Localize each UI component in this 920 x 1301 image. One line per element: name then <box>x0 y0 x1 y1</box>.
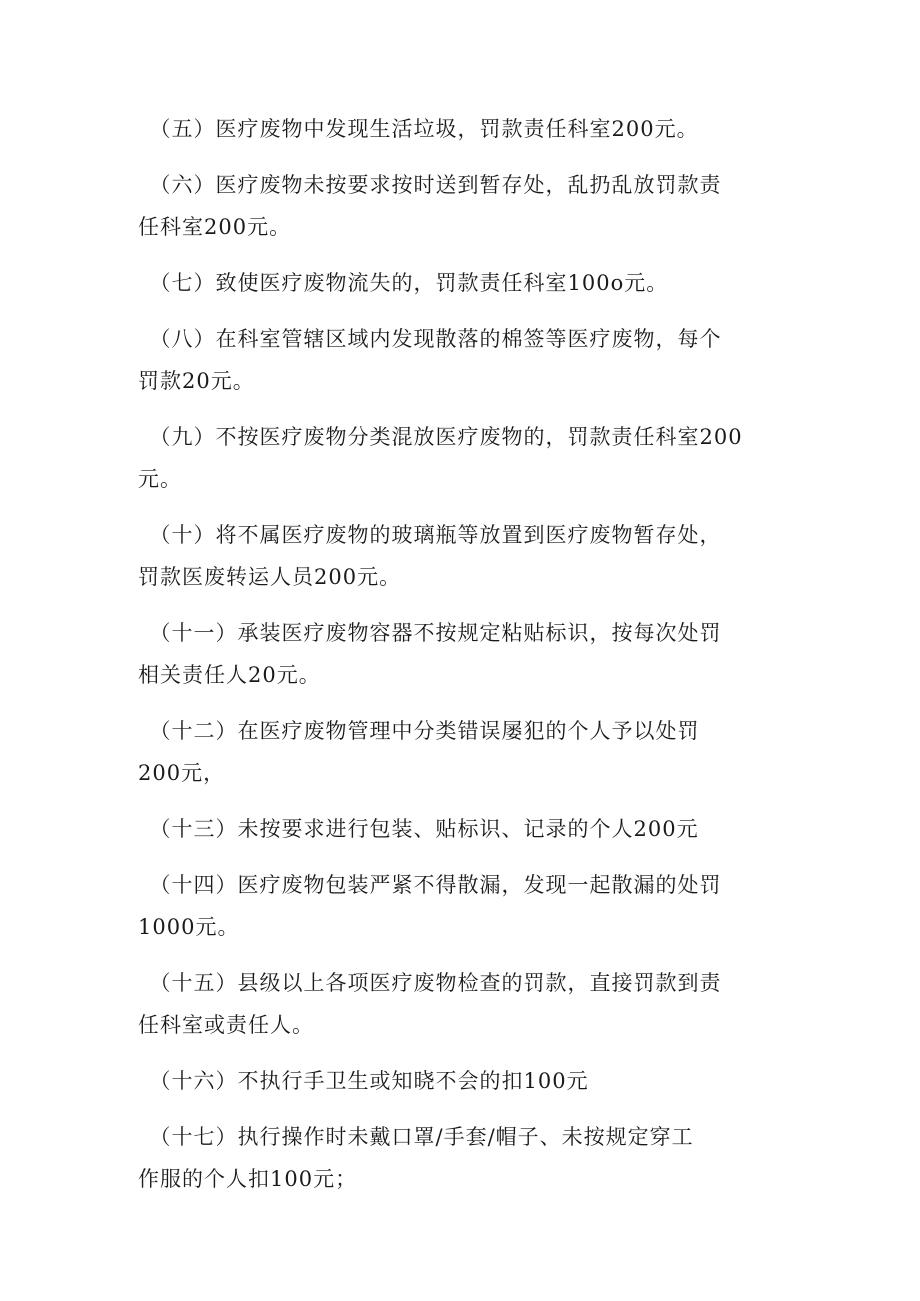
paragraph-line: （六）医疗废物未按要求按时送到暂存处，乱扔乱放罚款责 <box>138 173 722 197</box>
paragraph-item-7 <box>138 262 788 304</box>
paragraph-line: （八）在科室管辖区域内发现散落的棉签等医疗废物，每个 <box>138 327 722 351</box>
paragraph-item-12 <box>138 710 788 794</box>
paragraph-item-16 <box>138 1060 788 1102</box>
paragraph-item-10 <box>138 514 788 598</box>
paragraph-line: （十六）不执行手卫生或知晓不会的扣100元 <box>138 1069 589 1093</box>
paragraph-item-6 <box>138 164 788 248</box>
paragraph-item-9 <box>138 416 788 500</box>
paragraph-line: （七）致使医疗废物流失的，罚款责任科室100o元。 <box>138 271 669 295</box>
paragraph-line: 1000元。 <box>138 915 240 939</box>
paragraph-item-13 <box>138 808 788 850</box>
paragraph-item-17 <box>138 1116 788 1200</box>
paragraph-item-15 <box>138 962 788 1046</box>
paragraph-line: （九）不按医疗废物分类混放医疗废物的，罚款责任科室200 <box>138 425 743 449</box>
paragraph-item-5 <box>138 108 788 150</box>
paragraph-line: 元。 <box>138 467 182 491</box>
paragraph-item-11 <box>138 612 788 696</box>
paragraph-line: 罚款医废转运人员200元。 <box>138 565 402 589</box>
paragraph-line: 相关责任人20元。 <box>138 663 321 687</box>
paragraph-line: （十）将不属医疗废物的玻璃瓶等放置到医疗废物暂存处， <box>138 523 722 547</box>
paragraph-line: 罚款20元。 <box>138 369 255 393</box>
document-body <box>138 108 788 1200</box>
paragraph-line: （十四）医疗废物包装严紧不得散漏，发现一起散漏的处罚 <box>138 873 722 897</box>
paragraph-line: 任科室200元。 <box>138 215 292 239</box>
paragraph-line: 作服的个人扣100元； <box>138 1167 358 1191</box>
paragraph-line: （十一）承装医疗废物容器不按规定粘贴标识，按每次处罚 <box>138 621 722 645</box>
paragraph-item-8 <box>138 318 788 402</box>
paragraph-line: （十七）执行操作时未戴口罩/手套/帽子、未按规定穿工 <box>138 1125 694 1149</box>
paragraph-line: 任科室或责任人。 <box>138 1013 314 1037</box>
paragraph-line: （十三）未按要求进行包装、贴标识、记录的个人200元 <box>138 817 699 841</box>
paragraph-line: （十二）在医疗废物管理中分类错误屡犯的个人予以处罚 <box>138 719 700 743</box>
paragraph-item-14 <box>138 864 788 948</box>
paragraph-line: （十五）县级以上各项医疗废物检查的罚款，直接罚款到责 <box>138 971 722 995</box>
paragraph-line: （五）医疗废物中发现生活垃圾，罚款责任科室200元。 <box>138 117 699 141</box>
paragraph-line: 200元， <box>138 761 226 785</box>
